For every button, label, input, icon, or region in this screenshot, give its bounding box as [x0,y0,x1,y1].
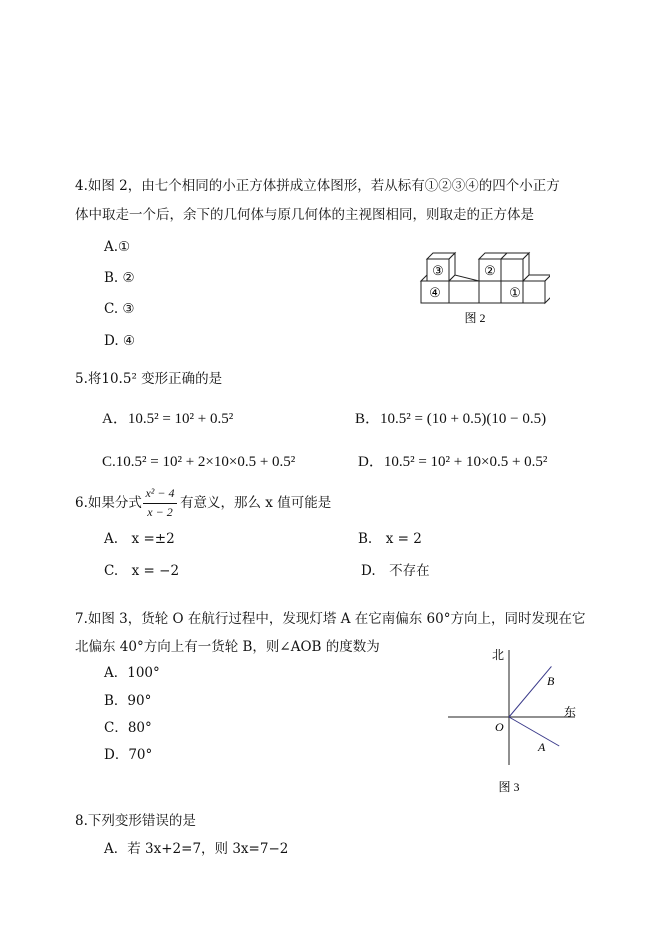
cube1-label: ① [509,285,521,300]
q7-option-d[interactable]: D．70° [104,747,153,763]
q4-stem-line2: 体中取走一个后，余下的几何体与原几何体的主视图相同，则取走的正方体是 [75,207,534,223]
ray-ob [509,666,551,717]
q5-stem: 5.将10.5² 变形正确的是 [75,371,223,387]
q7-stem-line1: 7.如图 3，货轮 O 在航行过程中，发现灯塔 A 在它南偏东 60°方向上，同时发现在它 [75,611,586,627]
q6-option-b[interactable]: B. x = 2 [358,531,422,547]
q6-option-d[interactable]: D. 不存在 [361,563,430,579]
q6-denominator: x − 2 [147,505,173,519]
q6-stem-suffix: 有意义，那么 x 值可能是 [180,495,332,511]
figure2-caption: 图 2 [464,311,486,325]
q5-option-c[interactable]: C.10.5² = 10² + 2×10×0.5 + 0.5² [102,454,296,470]
point-o-label: O [495,720,504,734]
q5-option-d[interactable]: D．10.5² = 10² + 10×0.5 + 0.5² [358,454,548,470]
q4-option-d[interactable]: D. ④ [104,333,136,349]
q4-option-b[interactable]: B. ② [104,270,135,286]
q8-option-a[interactable]: A．若 3x+2=7，则 3x=7−2 [104,841,289,857]
q4-option-c[interactable]: C. ③ [104,301,135,317]
q4-cube-figure [415,245,550,330]
east-label: 东 [564,705,577,719]
cube3-label: ③ [432,263,444,278]
q6-fraction-bar [143,503,177,504]
q4-option-a[interactable]: A.① [104,239,131,255]
point-a-label: A [538,740,546,754]
q7-option-c[interactable]: C．80° [104,720,152,736]
q5-option-b[interactable]: B．10.5² = (10 + 0.5)(10 − 0.5) [355,411,547,427]
q6-numerator: x² − 4 [145,486,175,500]
q7-stem-line2: 北偏东 40°方向上有一货轮 B，则∠AOB 的度数为 [75,639,380,655]
point-b-label: B [547,674,555,688]
q6-stem-prefix: 6.如果分式 [75,495,142,511]
q4-stem-line1: 4.如图 2，由七个相同的小正方体拼成立体图形，若从标有①②③④的四个小正方 [75,178,560,194]
cube4-label: ④ [429,285,441,300]
q7-direction-figure [440,640,590,800]
ray-oa [509,717,559,746]
cube2-label: ② [484,263,496,278]
north-label: 北 [492,648,505,662]
q7-option-a[interactable]: A．100° [104,665,160,681]
figure3-caption: 图 3 [498,780,520,794]
q8-stem: 8.下列变形错误的是 [75,813,196,829]
cube1-front-face [523,281,545,303]
q5-option-a[interactable]: A．10.5² = 10² + 0.5² [102,411,234,427]
q6-option-a[interactable]: A. x =±2 [104,531,175,547]
q7-option-b[interactable]: B．90° [104,693,152,709]
q6-option-c[interactable]: C. x = −2 [104,563,180,579]
